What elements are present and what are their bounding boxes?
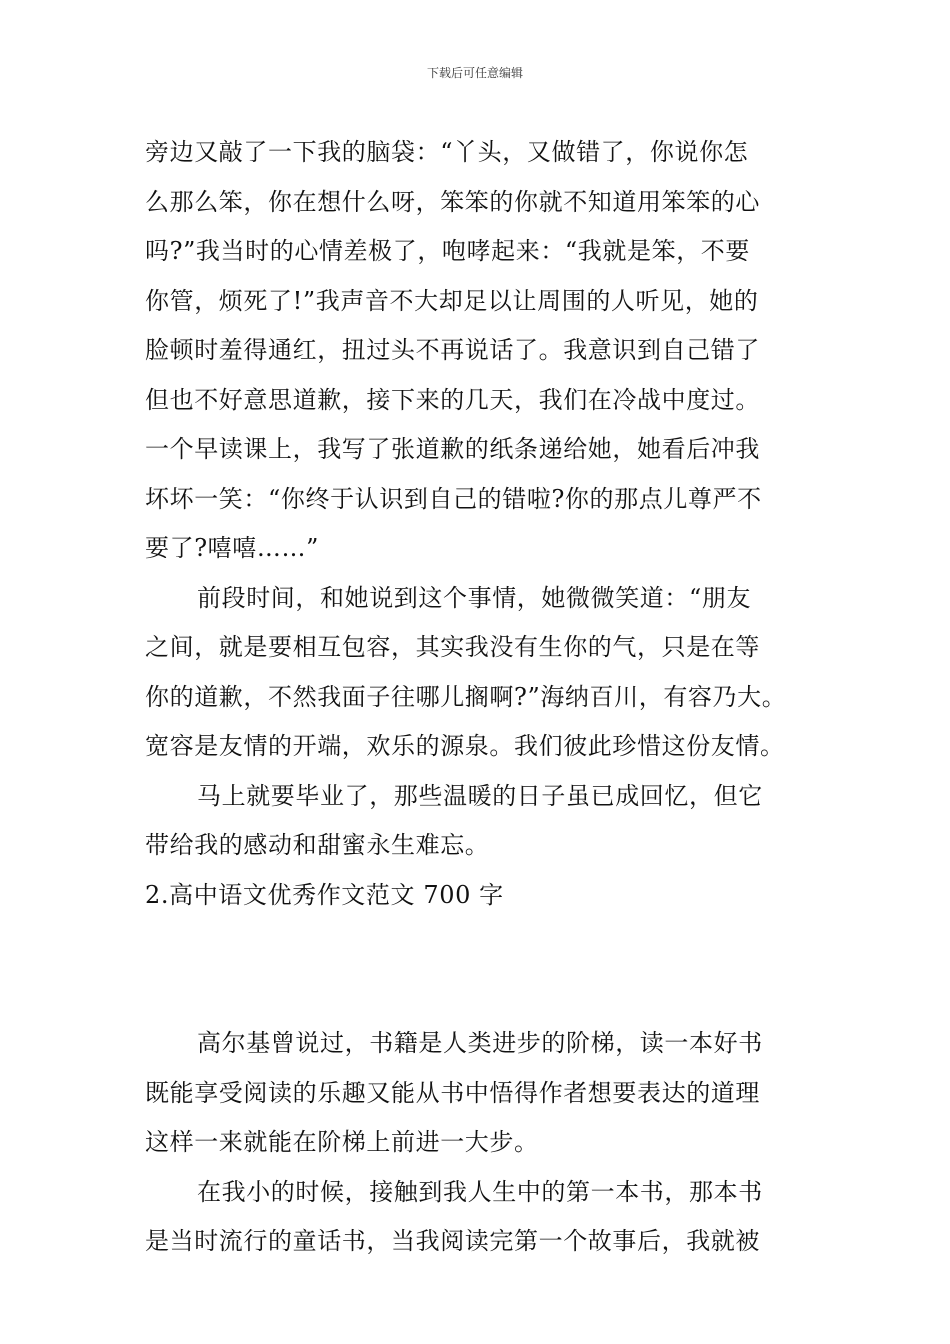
- text-line: 坏坏一笑：“你终于认识到自己的错啦?你的那点儿尊严不: [145, 484, 762, 513]
- text-line: 这样一来就能在阶梯上前进一大步。: [145, 1128, 539, 1156]
- section-heading: 2.高中语文优秀作文范文 700 字: [145, 880, 504, 909]
- text-line: 吗?”我当时的心情差极了，咆哮起来：“我就是笨，不要: [145, 237, 751, 265]
- text-line: 但也不好意思道歉，接下来的几天，我们在冷战中度过。: [145, 385, 760, 414]
- text-line: 脸顿时羞得通红，扭过头不再说话了。我意识到自己错了: [145, 336, 760, 364]
- text-line: 马上就要毕业了，那些温暖的日子虽已成回忆，但它: [197, 781, 763, 810]
- blank-space: [145, 920, 825, 1019]
- text-line: 你的道歉，不然我面子往哪儿搁啊?”海纳百川，有容乃大。: [145, 682, 787, 711]
- text-line: 宽容是友情的开端，欢乐的源泉。我们彼此珍惜这份友情。: [145, 732, 785, 760]
- text-line: 在我小的时候，接触到我人生中的第一本书，那本书: [197, 1177, 763, 1206]
- text-line: 你管，烦死了!”我声音不大却足以让周围的人听见，她的: [145, 286, 759, 315]
- text-line: 旁边又敲了一下我的脑袋：“丫头，又做错了，你说你怎: [145, 138, 749, 166]
- text-line: 既能享受阅读的乐趣又能从书中悟得作者想要表达的道理: [145, 1078, 760, 1107]
- document-body: [145, 128, 825, 1267]
- page-header: 下载后可任意编辑: [426, 66, 523, 80]
- text-line: 么那么笨，你在想什么呀，笨笨的你就不知道用笨笨的心: [145, 187, 760, 216]
- text-line: 前段时间，和她说到这个事情，她微微笑道：“朋友: [197, 583, 752, 612]
- text-line: 是当时流行的童话书，当我阅读完第一个故事后，我就被: [145, 1227, 760, 1255]
- text-line: 高尔基曾说过，书籍是人类进步的阶梯，读一本好书: [197, 1029, 763, 1057]
- text-line: 带给我的感动和甜蜜永生难忘。: [145, 831, 490, 859]
- text-line: 一个早读课上，我写了张道歉的纸条递给她，她看后冲我: [145, 435, 760, 463]
- text-line: 要了?嘻嘻……”: [145, 534, 319, 562]
- text-line: 之间，就是要相互包容，其实我没有生你的气，只是在等: [145, 633, 760, 661]
